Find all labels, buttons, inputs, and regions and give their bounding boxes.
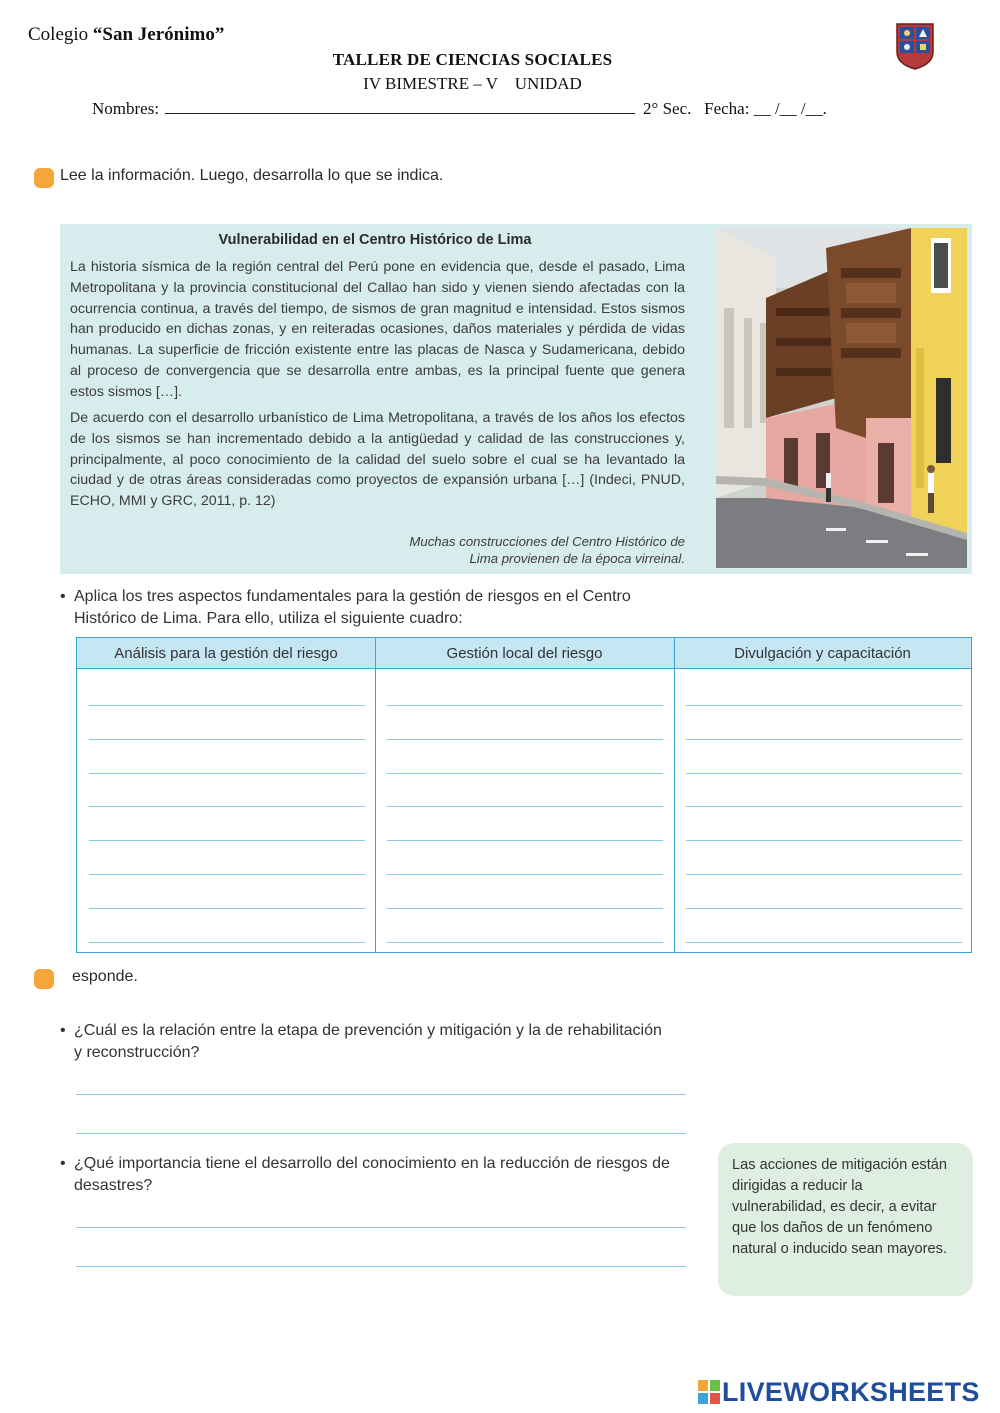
column-header-analysis: Análisis para la gestión del riesgo xyxy=(77,638,375,669)
table-answer-line[interactable] xyxy=(89,840,365,841)
section-marker-icon xyxy=(34,969,54,989)
task-line-1: Aplica los tres aspectos fundamentales para la gestión de riesgos en el Centro xyxy=(74,588,631,605)
column-divider xyxy=(375,638,376,952)
table-answer-line[interactable] xyxy=(686,874,962,875)
instruction-read: Lee la información. Luego, desarrolla lo que se indica. xyxy=(60,167,444,184)
table-answer-line[interactable] xyxy=(89,773,365,774)
table-answer-line[interactable] xyxy=(89,806,365,807)
table-answer-line[interactable] xyxy=(89,739,365,740)
column-divider xyxy=(674,638,675,952)
school-crest-icon xyxy=(895,22,935,70)
table-answer-line[interactable] xyxy=(387,942,663,943)
column-header-local: Gestión local del riesgo xyxy=(375,638,674,669)
grade-label: 2° Sec. xyxy=(643,99,692,118)
question-1-line-2: y reconstrucción? xyxy=(74,1044,200,1061)
column-header-outreach: Divulgación y capacitación xyxy=(674,638,971,669)
table-answer-line[interactable] xyxy=(89,908,365,909)
question-1 xyxy=(74,1020,684,1064)
table-answer-line[interactable] xyxy=(387,806,663,807)
reading-paragraph-2: De acuerdo con el desarrollo urbanístico de Lima Metropolitana, a través de los años los efectos de los sismos se han incrementado debido a la antigüedad y calidad de las construcciones y, principalmente, al poco conocimiento de la calidad del suelo sobre el cual se ha levantado la ciudad y de otras áreas consideradas como proyectos de expansión urbana […] (Indeci, PNUD, ECHO, MMI y GRC, 2011, p. 12) xyxy=(70,410,685,510)
table-answer-line[interactable] xyxy=(686,705,962,706)
table-answer-line[interactable] xyxy=(89,942,365,943)
table-answer-line[interactable] xyxy=(387,773,663,774)
answer-line[interactable] xyxy=(76,1133,686,1134)
task-bullet: • xyxy=(60,588,66,605)
names-label: Nombres: xyxy=(92,99,160,118)
table-answer-line[interactable] xyxy=(387,874,663,875)
liveworksheets-logo xyxy=(698,1378,980,1406)
table-answer-line[interactable] xyxy=(686,739,962,740)
table-answer-line[interactable] xyxy=(686,840,962,841)
worksheet-title: TALLER DE CIENCIAS SOCIALES xyxy=(332,50,613,69)
liveworksheets-wordmark: LIVEWORKSHEETS xyxy=(722,1376,980,1407)
instruction-respond: esponde. xyxy=(72,968,138,985)
worksheet-subtitle: IV BIMESTRE – V UNIDAD xyxy=(363,74,582,93)
school-name xyxy=(28,24,224,46)
table-answer-line[interactable] xyxy=(387,908,663,909)
lima-street-photo xyxy=(716,228,967,568)
question-bullet: • xyxy=(60,1022,66,1039)
photo-caption-line-1: Muchas construcciones del Centro Histórico de xyxy=(409,534,685,549)
reading-paragraph-1: La historia sísmica de la región central del Perú pone en evidencia que, desde el pasado, Lima Metropolitana y la provincia constitucional del Callao han sido y vienen siendo afectadas con la ocurrencia continua, a través del tiempo, de sismos de gran magnitud e intensidad. Estos sismos han producido en dichas zonas, y en reiteradas ocasiones, daños materiales y pérdida de vidas humanas. La superficie de fricción existente entre las placas de Nasca y Sudamericana, debido al proceso de convergencia que se desarrolla entre ambas, es la principal fuente que genera estos sismos […]. xyxy=(70,259,685,400)
question-2-line-2: desastres? xyxy=(74,1177,153,1194)
table-answer-line[interactable] xyxy=(89,874,365,875)
student-info-row xyxy=(92,99,827,119)
question-bullet: • xyxy=(60,1155,66,1172)
table-answer-line[interactable] xyxy=(686,773,962,774)
table-answer-line[interactable] xyxy=(387,840,663,841)
question-1-line-1: ¿Cuál es la relación entre la etapa de prevención y mitigación y la de rehabilitación xyxy=(74,1022,662,1039)
table-answer-line[interactable] xyxy=(686,942,962,943)
school-title: “San Jerónimo” xyxy=(92,24,225,45)
risk-management-table xyxy=(76,637,972,953)
table-answer-line[interactable] xyxy=(387,739,663,740)
section-marker-icon xyxy=(34,168,54,188)
task-line-2: Histórico de Lima. Para ello, utiliza el siguiente cuadro: xyxy=(74,610,463,627)
reading-title: Vulnerabilidad en el Centro Histórico de Lima xyxy=(218,232,532,248)
table-answer-line[interactable] xyxy=(89,705,365,706)
task-instruction xyxy=(74,586,674,630)
liveworksheets-icon xyxy=(698,1380,720,1404)
mitigation-note: Las acciones de mitigación están dirigidas a reducir la vulnerabilidad, es decir, a evitar que los daños de un fenómeno natural o inducido sean mayores. xyxy=(718,1143,973,1296)
question-2-line-1: ¿Qué importancia tiene el desarrollo del conocimiento en la reducción de riesgos de xyxy=(74,1155,670,1172)
table-answer-line[interactable] xyxy=(686,908,962,909)
names-input-line[interactable] xyxy=(165,99,635,114)
table-answer-line[interactable] xyxy=(686,806,962,807)
photo-caption xyxy=(330,533,685,567)
table-answer-line[interactable] xyxy=(387,705,663,706)
question-2 xyxy=(74,1153,684,1197)
date-label: Fecha: __ /__ /__. xyxy=(704,99,827,118)
photo-caption-line-2: Lima provienen de la época virreinal. xyxy=(469,551,685,566)
answer-line[interactable] xyxy=(76,1266,686,1267)
school-prefix: Colegio xyxy=(28,24,93,45)
answer-line[interactable] xyxy=(76,1094,686,1095)
answer-line[interactable] xyxy=(76,1227,686,1228)
